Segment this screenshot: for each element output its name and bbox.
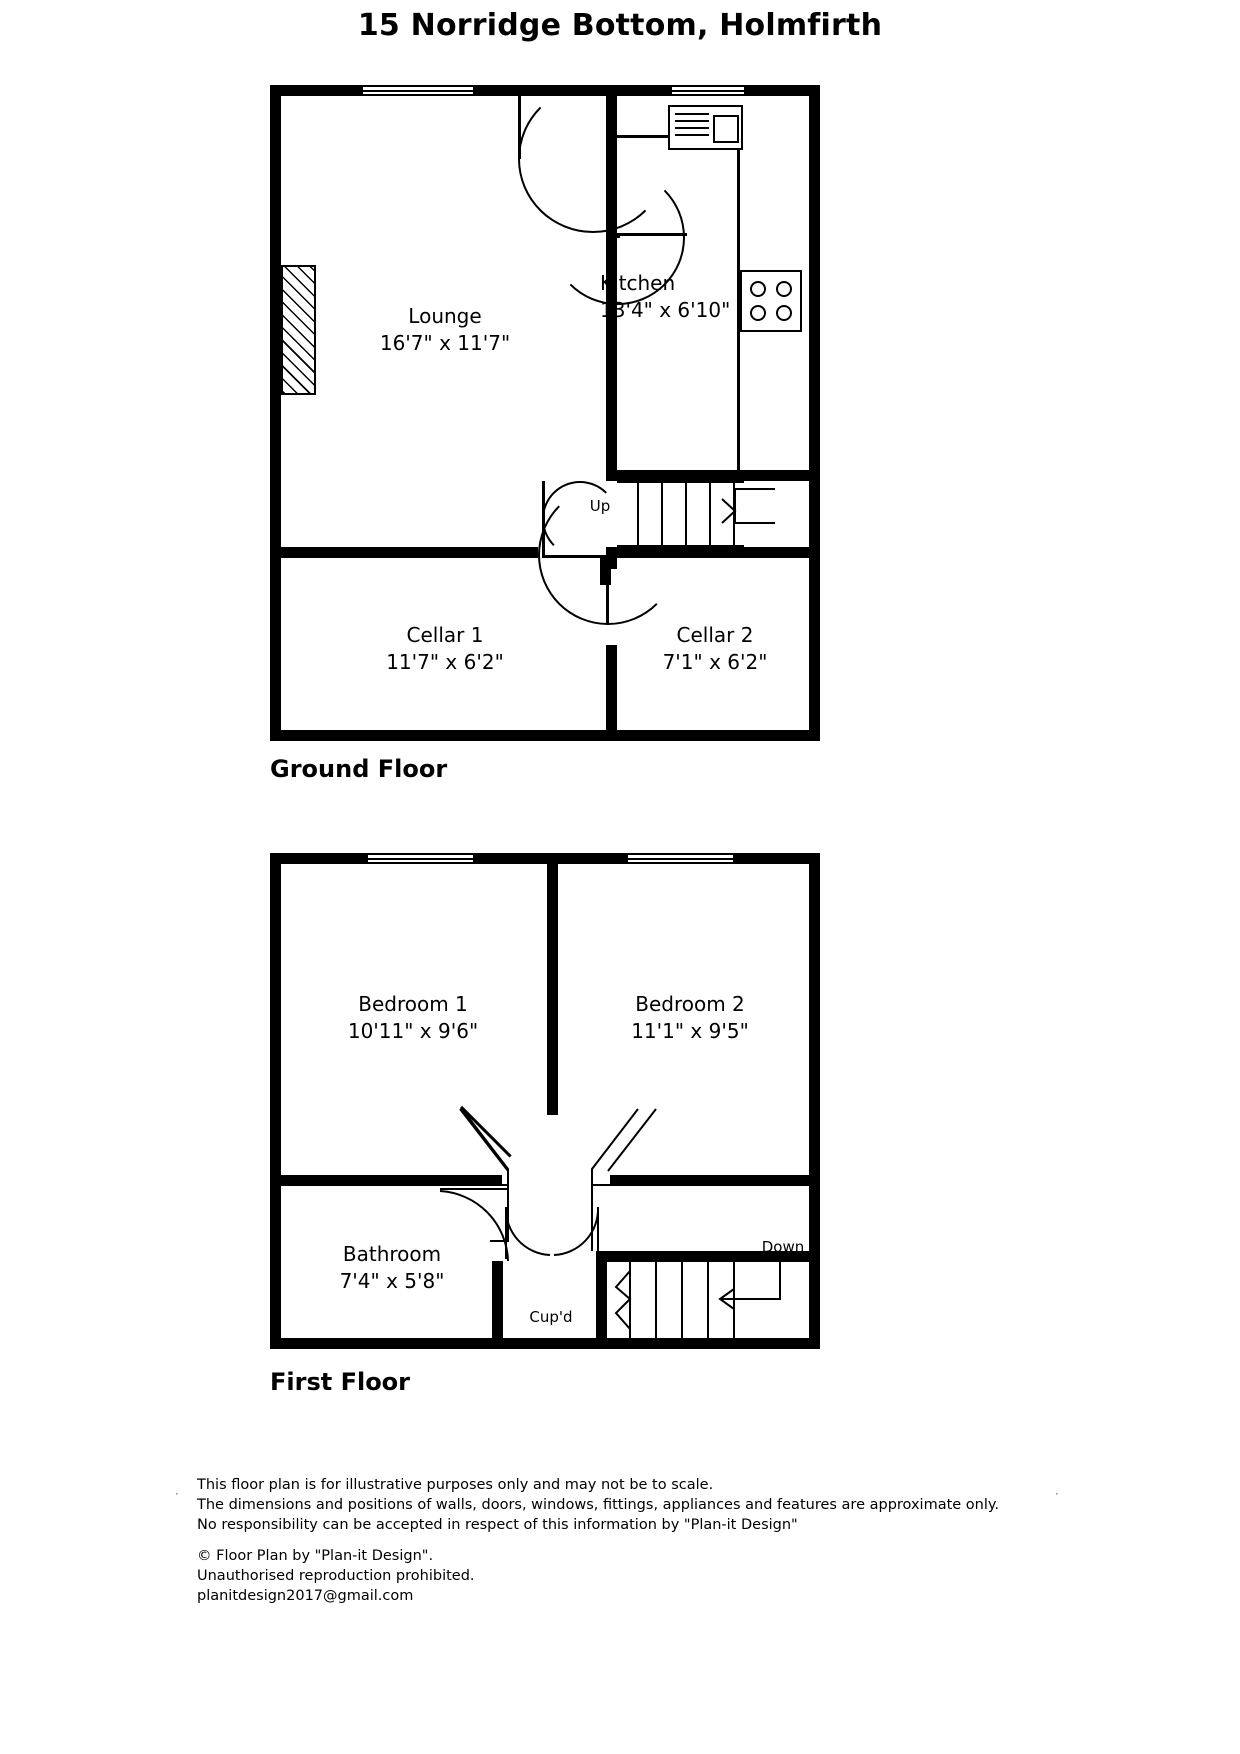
- gf-wall-right: [809, 85, 820, 741]
- room-dims: 11'7" x 6'2": [386, 650, 504, 674]
- room-name: Lounge: [408, 304, 482, 328]
- room-dims: 10'11" x 9'6": [347, 1019, 479, 1043]
- disclaimer-line-3: No responsibility can be accepted in respect of this information by "Plan-it Design": [197, 1517, 798, 1533]
- ff-window-bedroom2: [628, 853, 733, 864]
- gf-wall-bottom: [270, 730, 820, 741]
- room-label-cellar2: [625, 622, 805, 676]
- room-name: Bedroom 2: [635, 992, 745, 1016]
- disclaimer-line-1: This floor plan is for illustrative purposes only and may not be to scale.: [197, 1477, 714, 1493]
- room-dims: 11'1" x 9'5": [631, 1019, 749, 1043]
- ground-floor-plan: [270, 85, 820, 745]
- room-label-lounge: [330, 303, 560, 357]
- room-dims: 7'4" x 5'8": [339, 1269, 445, 1293]
- room-dims: 13'4" x 6'10": [600, 298, 731, 322]
- gf-wall-kitchen-bottom: [606, 470, 820, 481]
- room-name: Bathroom: [342, 1242, 442, 1266]
- ff-wall-left: [270, 853, 281, 1349]
- gf-door-hall-arc: [542, 481, 618, 557]
- ff-wall-bedroom-divider: [547, 853, 558, 1115]
- room-label-bedroom1: [298, 991, 528, 1045]
- gf-chimney-breast: [281, 265, 316, 395]
- first-floor-plan: [270, 853, 820, 1353]
- gf-door-kitchen-threshold: [617, 233, 687, 236]
- credit-line-3: planitdesign2017@gmail.com: [197, 1588, 414, 1604]
- page-title: 15 Norridge Bottom, Holmfirth: [357, 8, 883, 43]
- gf-window-kitchen: [672, 85, 744, 96]
- ff-stair-down-label: Down: [761, 1238, 805, 1256]
- room-dims: 16'7" x 11'7": [379, 331, 511, 355]
- room-name: Bedroom 1: [358, 992, 468, 1016]
- room-label-bedroom2: [575, 991, 805, 1045]
- ff-stair-arrow: [600, 1251, 820, 1351]
- credit-line-2: Unauthorised reproduction prohibited.: [197, 1568, 475, 1584]
- room-dims: 7'1" x 6'2": [662, 650, 768, 674]
- gf-door-hall-jamb: [542, 481, 545, 557]
- ff-window-bedroom1: [368, 853, 473, 864]
- room-label-cellar1: [330, 622, 560, 676]
- room-label-kitchen: [600, 270, 810, 324]
- gf-wall-cellar-stub: [600, 555, 611, 585]
- ground-floor-caption: Ground Floor: [270, 755, 448, 783]
- crop-mark-left: ·: [175, 1487, 179, 1501]
- ff-cupboard-label: Cup'd: [529, 1308, 573, 1326]
- credit-line-1: © Floor Plan by "Plan-it Design".: [197, 1548, 434, 1564]
- gf-door-front-leaf: [518, 157, 521, 159]
- gf-wall-left: [270, 85, 281, 741]
- disclaimer-line-2: The dimensions and positions of walls, doors, windows, fittings, appliances and features are approximate only.: [197, 1497, 1000, 1513]
- sink-icon: [675, 113, 709, 141]
- gf-kitchen-sink: [668, 105, 743, 150]
- ff-wall-top: [270, 853, 820, 864]
- gf-window-lounge: [363, 85, 473, 96]
- gf-wall-cellar1-top: [270, 547, 538, 558]
- sink-bowl: [713, 115, 739, 143]
- first-floor-caption: First Floor: [270, 1368, 411, 1396]
- room-label-bathroom: [292, 1241, 492, 1295]
- crop-mark-right: ·: [1055, 1487, 1059, 1501]
- gf-wall-cellar-divider: [606, 645, 617, 741]
- room-name: Cellar 2: [676, 623, 754, 647]
- ff-door-cupboard: [502, 1203, 602, 1283]
- gf-stair-up-label: Up: [589, 497, 611, 515]
- room-name: Cellar 1: [406, 623, 484, 647]
- gf-stair-arrow: [710, 481, 780, 551]
- gf-door-hall-threshold: [542, 555, 618, 558]
- room-name: Kitchen: [600, 271, 676, 295]
